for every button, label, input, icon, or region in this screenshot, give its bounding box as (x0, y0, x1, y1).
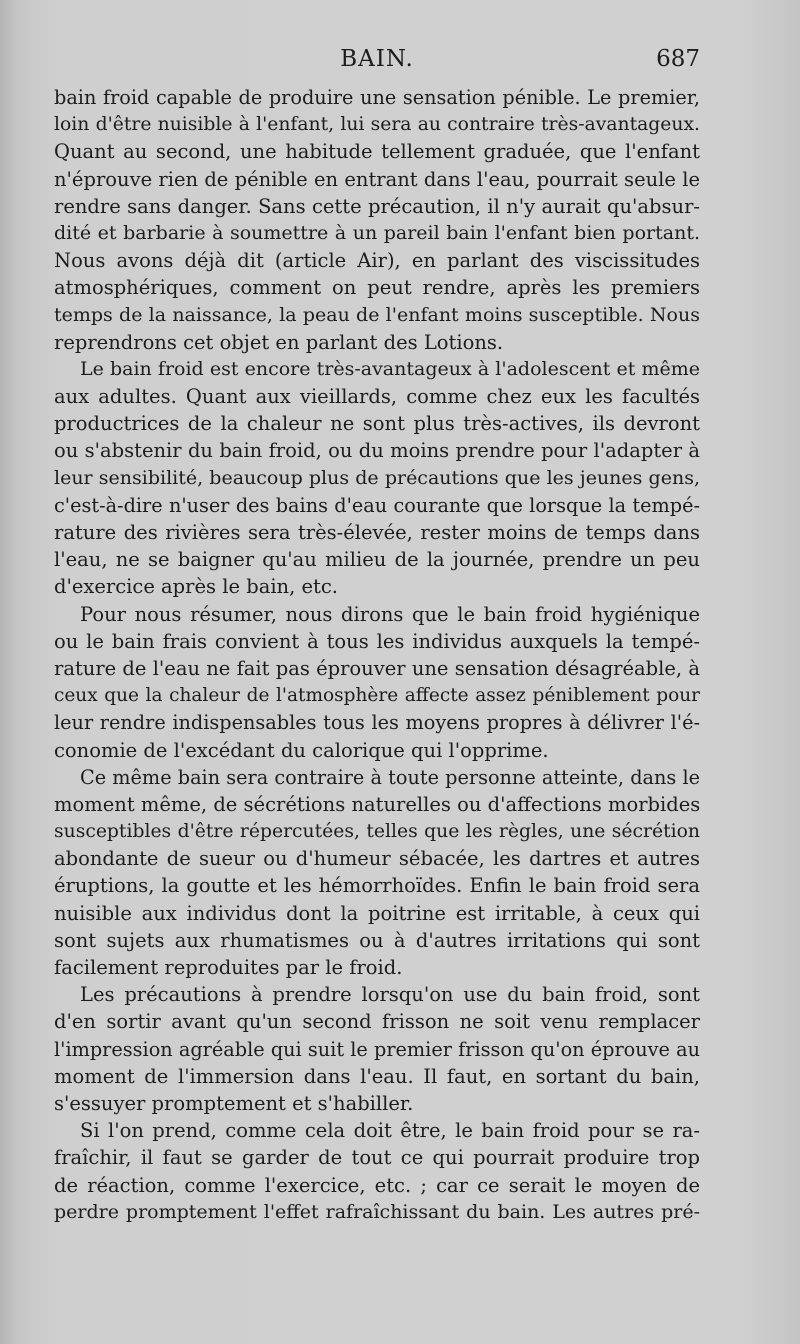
text-line: s'essuyer promptement et s'habiller. (54, 1091, 414, 1115)
text-line: reprendrons cet objet en parlant des Lotions. (54, 330, 504, 354)
text-line: Les précautions à prendre lorsqu'on use du bain froid, sont (80, 983, 700, 1007)
text-line: Pour nous résumer, nous dirons que le bain froid hygiénique (80, 602, 700, 626)
text-line: éruptions, la goutte et les hémorrhoïdes. Enfin le bain froid sera (54, 874, 700, 898)
text-line: c'est-à-dire n'user des bains d'eau courante que lorsque la tempé- (54, 493, 700, 517)
text-line: dité et barbarie à soumettre à un pareil bain l'enfant bien portant. (54, 221, 700, 244)
text-line: rature de l'eau ne fait pas éprouver une sensation désagréable, à (54, 656, 700, 680)
text-line: Quant au second, une habitude tellement graduée, que l'enfant (54, 140, 700, 164)
running-title: BAIN. (340, 46, 414, 72)
text-line: ceux que la chaleur de l'atmosphère affecte assez péniblement pour (54, 685, 700, 707)
text-line: rendre sans danger. Sans cette précaution, il n'y aurait qu'absur- (54, 194, 700, 218)
text-line: leur rendre indispensables tous les moyens propres à délivrer l'é- (54, 711, 700, 735)
text-line: Si l'on prend, comme cela doit être, le bain froid pour se ra- (80, 1119, 700, 1143)
text-line: l'impression agréable qui suit le premier frisson qu'on éprouve au (54, 1037, 700, 1061)
text-line: Le bain froid est encore très-avantageux à l'adolescent et même (80, 357, 700, 380)
text-line: perdre promptement l'effet rafraîchissant du bain. Les autres pré- (54, 1200, 700, 1223)
text-line: sont sujets aux rhumatismes ou à d'autres irritations qui sont (54, 928, 700, 952)
text-line: leur sensibilité, beaucoup plus de précautions que les jeunes gens, (54, 466, 700, 489)
text-line: abondante de sueur ou d'humeur sébacée, les dartres et autres (54, 847, 700, 871)
text-line: Nous avons déjà dit (article Air), en parlant des viscissitudes (54, 249, 700, 273)
text-line: d'en sortir avant qu'un second frisson ne soit venu remplacer (54, 1010, 700, 1034)
text-line: ou le bain frais convient à tous les individus auxquels la tempé- (54, 629, 700, 653)
body-text (54, 84, 700, 1226)
text-line: nuisible aux individus dont la poitrine est irritable, à ceux qui (54, 901, 700, 925)
text-line: de réaction, comme l'exercice, etc. ; car ce serait le moyen de (54, 1173, 700, 1197)
text-line: susceptibles d'être répercutées, telles que les règles, une sécrétion (54, 821, 700, 843)
text-line: moment de l'immersion dans l'eau. Il faut, en sortant du bain, (54, 1064, 700, 1088)
page-number: 687 (656, 46, 700, 72)
text-line: temps de la naissance, la peau de l'enfant moins susceptible. Nous (54, 303, 700, 326)
text-line: loin d'être nuisible à l'enfant, lui sera au contraire très-avantageux. (54, 114, 700, 136)
text-line: Ce même bain sera contraire à toute personne atteinte, dans le (80, 765, 700, 789)
text-line: atmosphériques, comment on peut rendre, après les premiers (54, 276, 700, 300)
page-header (54, 46, 700, 86)
text-line: n'éprouve rien de pénible en entrant dans l'eau, pourrait seule le (54, 167, 700, 191)
text-line: l'eau, ne se baigner qu'au milieu de la journée, prendre un peu (54, 548, 700, 572)
text-line: productrices de la chaleur ne sont plus très-actives, ils devront (54, 412, 700, 436)
text-line: rature des rivières sera très-élevée, rester moins de temps dans (54, 521, 700, 544)
text-line: d'exercice après le bain, etc. (54, 575, 339, 599)
text-line: facilement reproduites par le froid. (54, 956, 403, 979)
text-line: moment même, de sécrétions naturelles ou d'affections morbides (54, 792, 701, 816)
text-line: fraîchir, il faut se garder de tout ce qui pourrait produire trop (54, 1146, 700, 1170)
text-line: bain froid capable de produire une sensation pénible. Le premier, (54, 86, 700, 109)
text-line: ou s'abstenir du bain froid, ou du moins prendre pour l'adapter à (54, 439, 700, 463)
text-line: aux adultes. Quant aux vieillards, comme chez eux les facultés (54, 385, 700, 409)
text-line: conomie de l'excédant du calorique qui l'opprime. (54, 738, 549, 762)
